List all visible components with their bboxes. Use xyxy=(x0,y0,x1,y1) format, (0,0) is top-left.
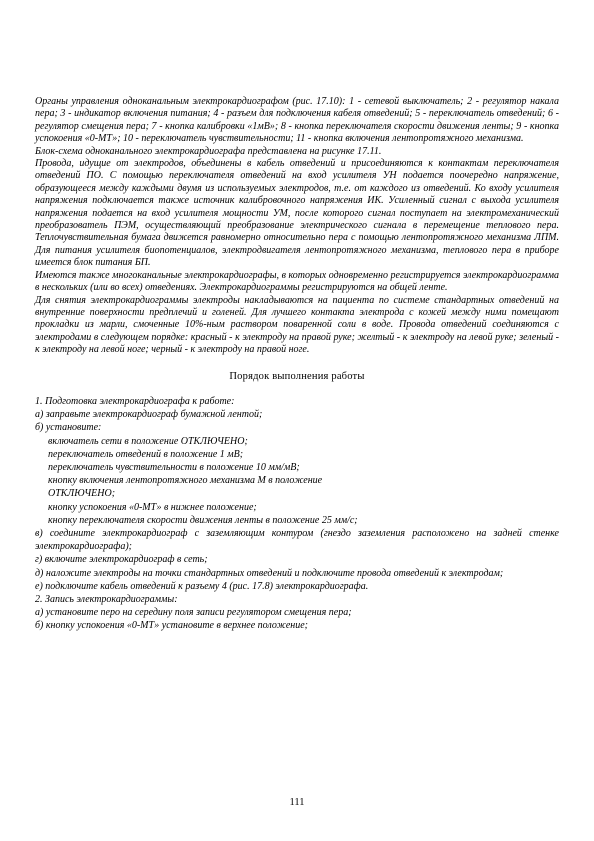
step-line: кнопку успокоения «0-МТ» в нижнее положение; xyxy=(48,501,257,513)
step-line: переключатель чувствительности в положение 10 мм/мВ; xyxy=(48,461,300,473)
step-line: переключатель отведений в положение 1 мВ; xyxy=(48,448,244,460)
paragraph-electrodes: Для снятия электрокардиограммы электроды накладываются на пациента по системе стандартных отведений на внутренние поверхности предплечий и голеней. Для лучшего контакта электрода с кожей между ними помещают прокладки из марли, смоченные 10%-ным раствором поваренной соли в воде. Провода отведений соединяются с электродами в следующем порядке: красный - к электроду на правой руке; желтый - к электроду на левой руке; зеленый - к электроду на левой ноге; черный - к электроду на правой ноге. xyxy=(35,294,559,356)
step-line: ОТКЛЮЧЕНО; xyxy=(48,488,116,500)
section-heading: Порядок выполнения работы xyxy=(229,370,365,382)
step-line: б) кнопку успокоения «0-МТ» установите в верхнее положение; xyxy=(35,620,309,632)
paragraph-multichannel: Имеются также многоканальные электрокардиографы, в которых одновременно регистрируется электрокардиограмма в нескольких (или во всех) отведениях. Электрокардиограммы регистрируются на общей ленте. xyxy=(35,269,559,294)
step-line: д) наложите электроды на точки стандартных отведений и подключите провода отведений к электродам; xyxy=(35,567,504,579)
page-content xyxy=(35,96,559,633)
step-line: е) подключите кабель отведений к разъему 4 (рис. 17.8) электрокардиографа. xyxy=(35,580,369,592)
paragraph-block-diagram: Блок-схема одноканального электрокардиографа представлена на рисунке 17.11. xyxy=(35,145,382,157)
page-number: 111 xyxy=(289,797,305,808)
step-line: 1. Подготовка электрокардиографа к работе: xyxy=(35,395,235,407)
step-line: в) соедините электрокардиограф с заземляющим контуром (гнездо заземления расположено на задней стенке электрокардиографа); xyxy=(35,527,559,553)
paragraph-controls: Органы управления одноканальным электрокардиографом (рис. 17.10): 1 - сетевой выключатель; 2 - регулятор накала пера; 3 - индикатор включения питания; 4 - разъем для подключения кабеля отведений; 5 - переключатель отведений; 6 - регулятор смещения пера; 7 - кнопка калибровки «1мВ»; 8 - кнопка переключателя скорости движения ленты; 9 - кнопка успокоения «0-МТ»; 10 - переключатель чувствительности; 11 - кнопка включения лентопротяжного механизма. xyxy=(35,96,559,145)
step-line: кнопку включения лентопротяжного механизма М в положение xyxy=(48,475,323,487)
paragraph-wiring: Провода, идущие от электродов, объединены в кабель отведений и присоединяются к контактам переключателя отведений ПО. С помощью переключателя отведений на вход усилителя УН подается поочередно напряжение, образующееся между каждыми двумя из используемых электродов, т.е. от каждого из отведений. Ко входу усилителя напряжения подключается также источник калибровочного напряжения ИК. Усиленный сигнал с выхода усилителя напряжения подается на вход усилителя мощности УМ, после которого сигнал поступает на электромеханический преобразователь ПЭМ, осуществляющий преобразование электрического сигнала в перемещение теплового пера. Теплочувствительная бумага движется равномерно относительно пера с помощью лентопротяжного механизма ЛПМ. Для питания усилителя биопотенциалов, электродвигателя лентопротяжного механизма, теплового пера в приборе имеется блок питания БП. xyxy=(35,158,559,269)
step-line: включатель сети в положение ОТКЛЮЧЕНО; xyxy=(48,435,248,447)
step-line: 2. Запись электрокардиограммы: xyxy=(35,593,178,605)
step-line: г) включите электрокардиограф в сеть; xyxy=(35,554,208,566)
step-line: а) установите перо на середину поля записи регулятором смещения пера; xyxy=(35,607,352,619)
procedure-steps xyxy=(35,395,559,633)
step-line: б) установите: xyxy=(35,422,102,434)
intro-section xyxy=(35,96,559,357)
step-line: кнопку переключателя скорости движения ленты в положение 25 мм/с; xyxy=(48,514,358,526)
step-line: а) заправьте электрокардиограф бумажной лентой; xyxy=(35,409,263,421)
